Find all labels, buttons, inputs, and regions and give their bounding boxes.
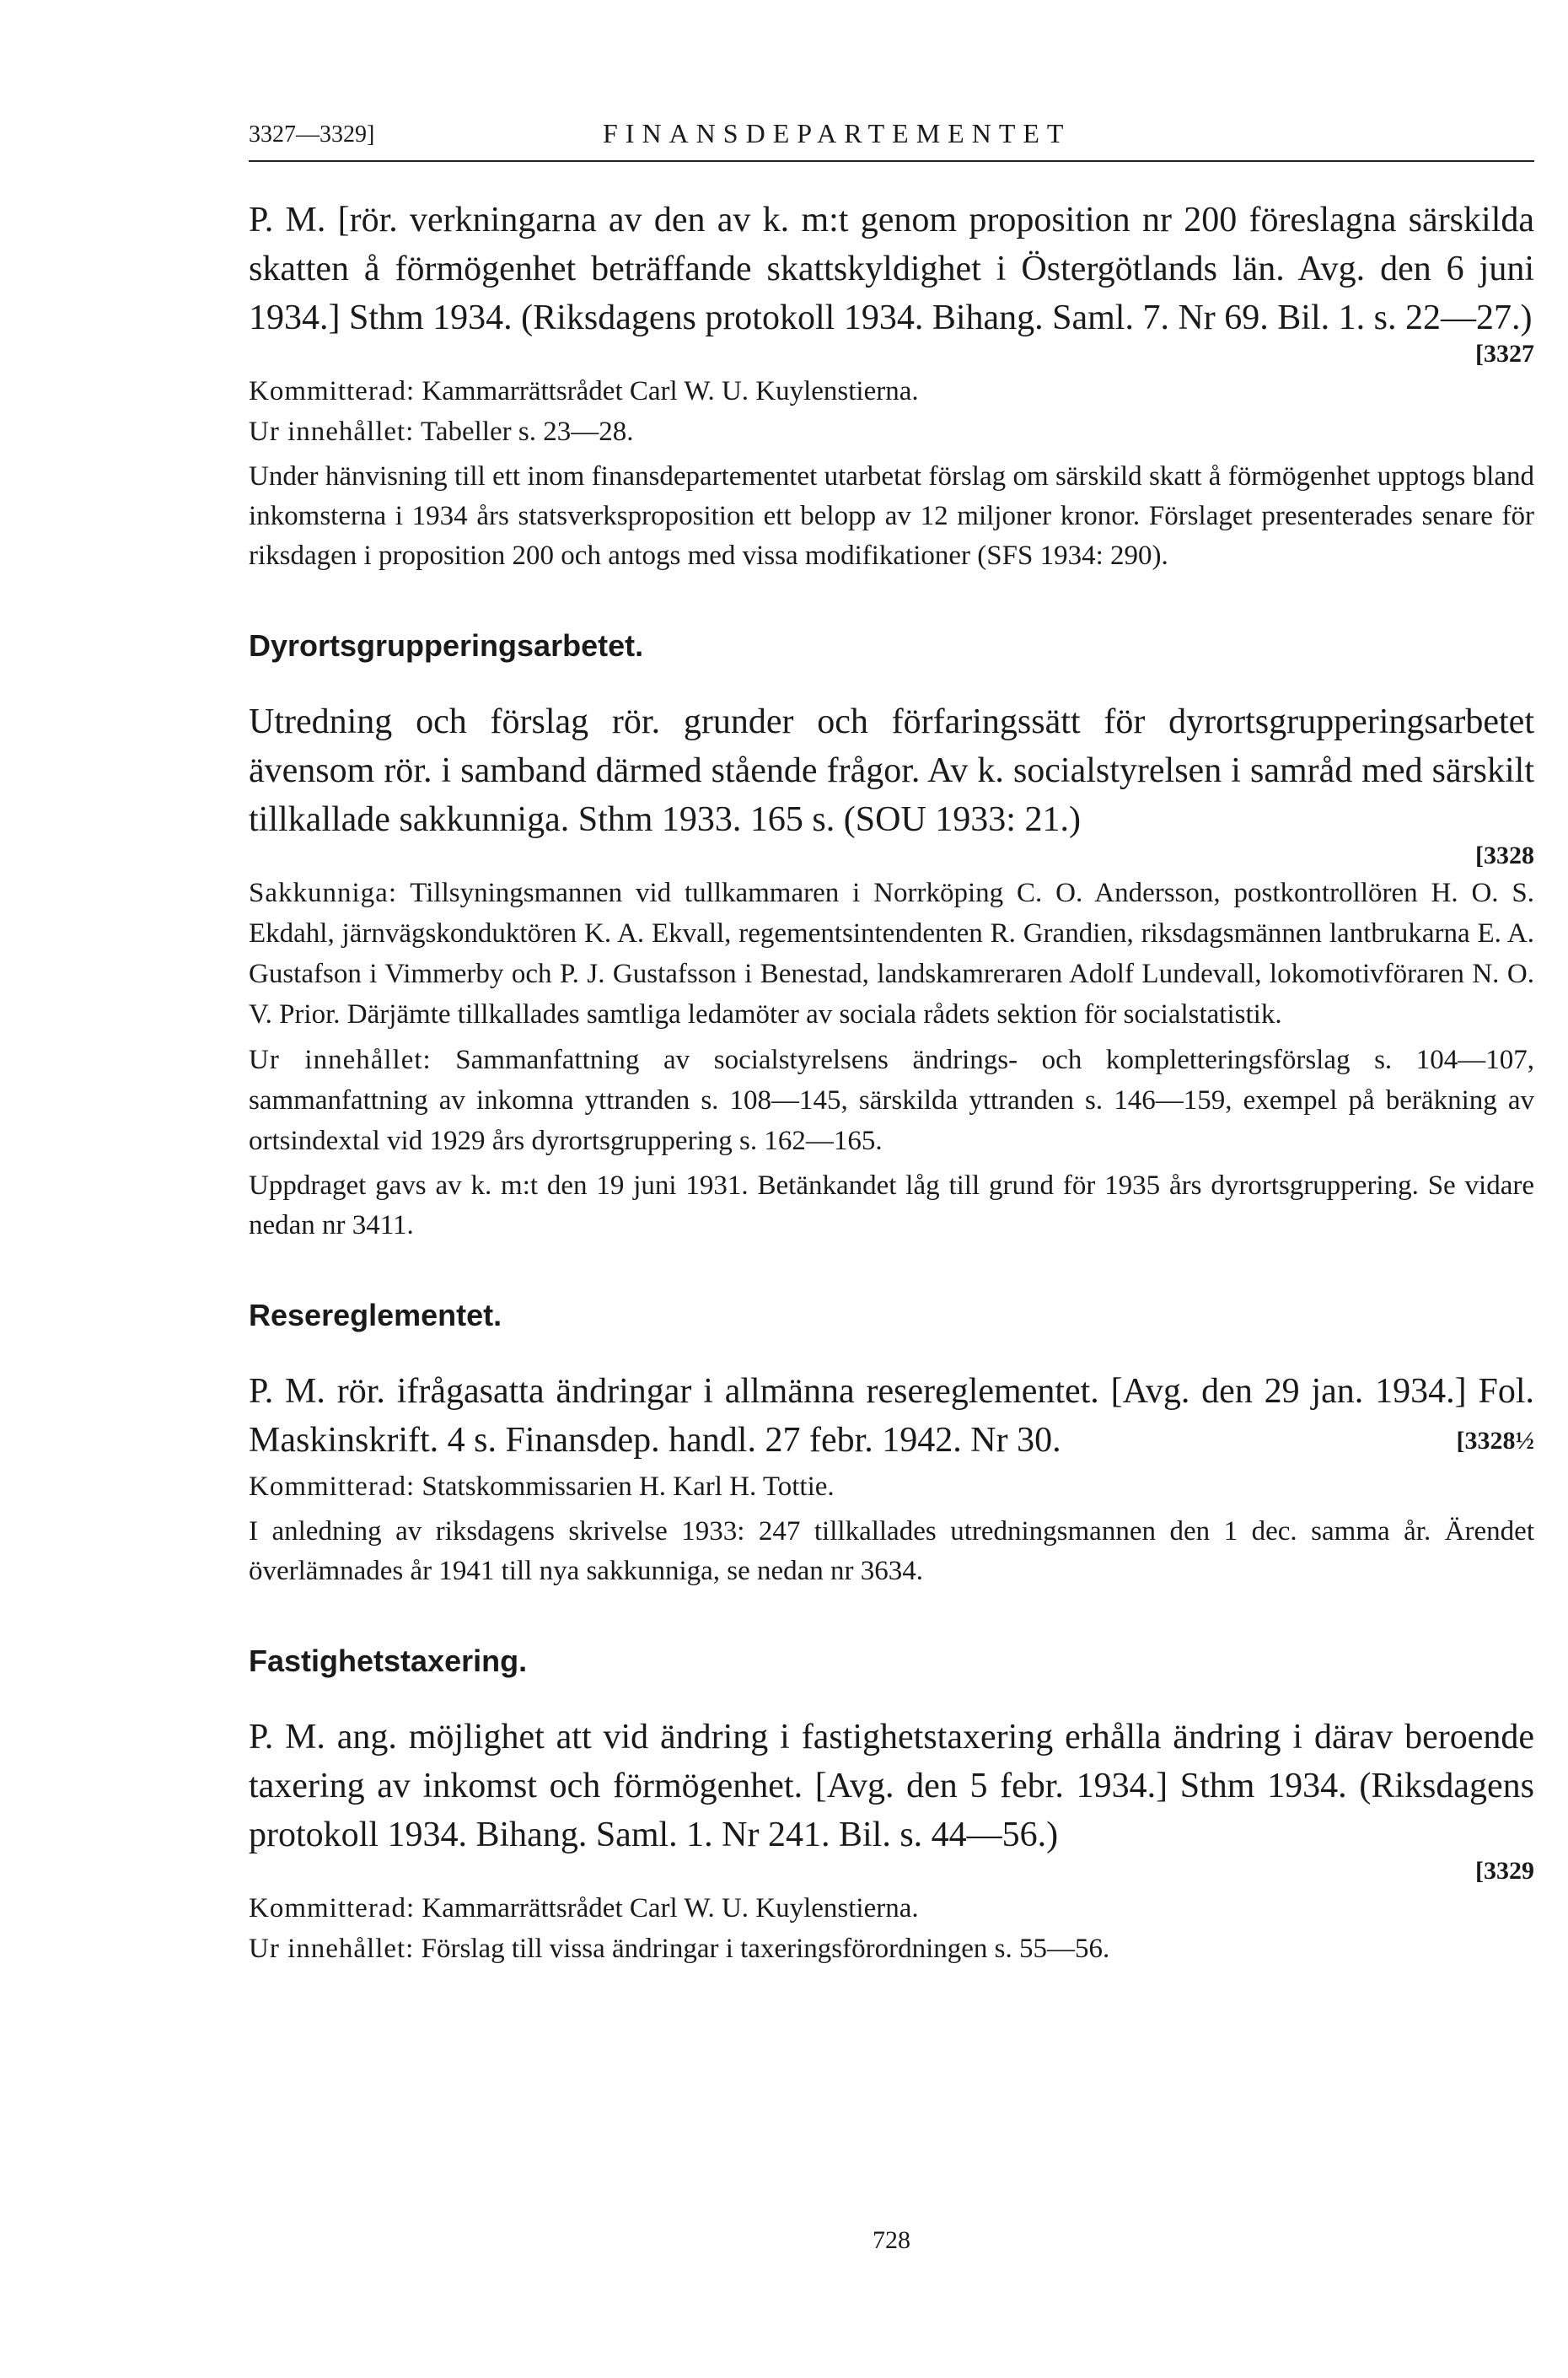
contents-line [249, 1040, 1534, 1161]
meta-text: Tabeller s. 23—28. [421, 417, 634, 447]
entry-number: [3328½ [1456, 1427, 1534, 1455]
meta-label: Kommitterad: [249, 1893, 416, 1923]
experts-line [249, 873, 1534, 1035]
entry-paragraph: I anledning av riksdagens skrivelse 1933: 247 tillkallades utredningsmannen den 1 dec. samma år. Ärendet överlämnades år 1941 till nya sakkunniga, se nedan nr 3634. [249, 1516, 1534, 1586]
entry-title: P. M. ang. möjlighet att vid ändring i fastighetstaxering erhålla ändring i därav beroende taxering av inkomst och förmögenhet. [Avg. den 5 febr. 1934.] Sthm 1934. (Riksdagens protokoll 1934. Bihang. Saml. 1. Nr 241. Bil. s. 44—56.) [249, 1718, 1534, 1854]
meta-label: Ur innehållet: [249, 1045, 432, 1075]
entry-title: P. M. [rör. verkningarna av den av k. m:t genom proposition nr 200 föreslagna särskilda skatten å förmögenhet beträffande skattskyldighet i Östergötlands län. Avg. den 6 juni 1934.] Sthm 1934. (Riksdagens protokoll 1934. Bihang. Saml. 7. Nr 69. Bil. 1. s. 22—27.) [249, 201, 1534, 337]
section-heading: Resereglementet. [249, 1298, 502, 1332]
meta-label: Ur innehållet: [249, 417, 415, 447]
meta-label: Sakkunniga: [249, 878, 397, 908]
section-heading: Fastighetstaxering. [249, 1644, 528, 1678]
entry-3328 [249, 628, 1534, 1245]
meta-text: Tillsyningsmannen vid tullkammaren i Norrköping C. O. Andersson, postkontrollören H. O. S. Ekdahl, järnvägskonduktören K. A. Ekvall, regementsintendenten R. Grandien, riksdagsmännen lantbrukarna E. A. Gustafson i Vimmerby och P. J. Gustafsson i Benestad, landskamreraren Adolf Lundevall, lokomotivföraren N. O. V. Prior. Därjämte tillkallades samtliga ledamöter av sociala rådets sektion för socialstatistik. [249, 878, 1534, 1030]
meta-text: Kammarrättsrådet Carl W. U. Kuylenstierna. [422, 1893, 919, 1923]
meta-label: Kommitterad: [249, 376, 416, 406]
meta-text: Statskommissarien H. Karl H. Tottie. [422, 1471, 835, 1502]
committee-line [249, 371, 1534, 412]
meta-text: Sammanfattning av socialstyrelsens ändrings- och kompletteringsförslag s. 104—107, sammanfattning av inkomna yttranden s. 108—145, särskilda yttranden s. 146—159, exempel på beräkning av ortsindextal vid 1929 års dyrortsgruppering s. 162—165. [249, 1045, 1535, 1156]
contents-line [249, 1929, 1534, 1969]
entry-3328-half [249, 1298, 1534, 1591]
committee-line [249, 1888, 1534, 1929]
meta-text: Kammarrättsrådet Carl W. U. Kuylenstierna. [422, 376, 919, 406]
running-head [249, 110, 1534, 162]
entry-paragraph: Under hänvisning till ett inom finansdepartementet utarbetat förslag om särskild skatt å förmögenhet upptogs bland inkomsterna i 1934 års statsverksproposition ett belopp av 12 miljoner kronor. Förslaget presenterades senare för riksdagen i proposition 200 och antogs med vissa modifikationer (SFS 1934: 290). [249, 461, 1534, 571]
entry-title: Utredning och förslag rör. grunder och förfaringssätt för dyrortsgrupperingsarbetet ävensom rör. i samband därmed stående frågor. Av k. socialstyrelsen i samråd med särskilt tillkallade sakkunniga. Sthm 1933. 165 s. (SOU 1933: 21.) [249, 702, 1534, 839]
entry-range: 3327—3329] [249, 121, 375, 148]
meta-text: Förslag till vissa ändringar i taxeringsförordningen s. 55—56. [421, 1934, 1110, 1964]
department-title: FINANSDEPARTEMENTET [603, 118, 1071, 148]
entry-3329 [249, 1644, 1534, 1969]
contents-line [249, 412, 1534, 452]
meta-label: Kommitterad: [249, 1471, 416, 1502]
entry-title: P. M. rör. ifrågasatta ändringar i allmänna resereglementet. [Avg. den 29 jan. 1934.] Fol. Maskinskrift. 4 s. Finansdep. handl. 27 febr. 1942. Nr 30. [249, 1372, 1534, 1460]
page-number: 728 [873, 2226, 910, 2254]
entry-paragraph: Uppdraget gavs av k. m:t den 19 juni 1931. Betänkandet låg till grund för 1935 års dyrortsgruppering. Se vidare nedan nr 3411. [249, 1170, 1534, 1240]
committee-line [249, 1466, 1534, 1507]
entry-3327 [249, 196, 1534, 576]
entry-number: [3327 [1475, 340, 1534, 368]
entry-number: [3329 [1475, 1857, 1534, 1885]
document-page [249, 110, 1535, 2254]
entry-number: [3328 [1475, 842, 1534, 869]
section-heading: Dyrortsgrupperingsarbetet. [249, 628, 644, 663]
meta-label: Ur innehållet: [249, 1934, 415, 1964]
